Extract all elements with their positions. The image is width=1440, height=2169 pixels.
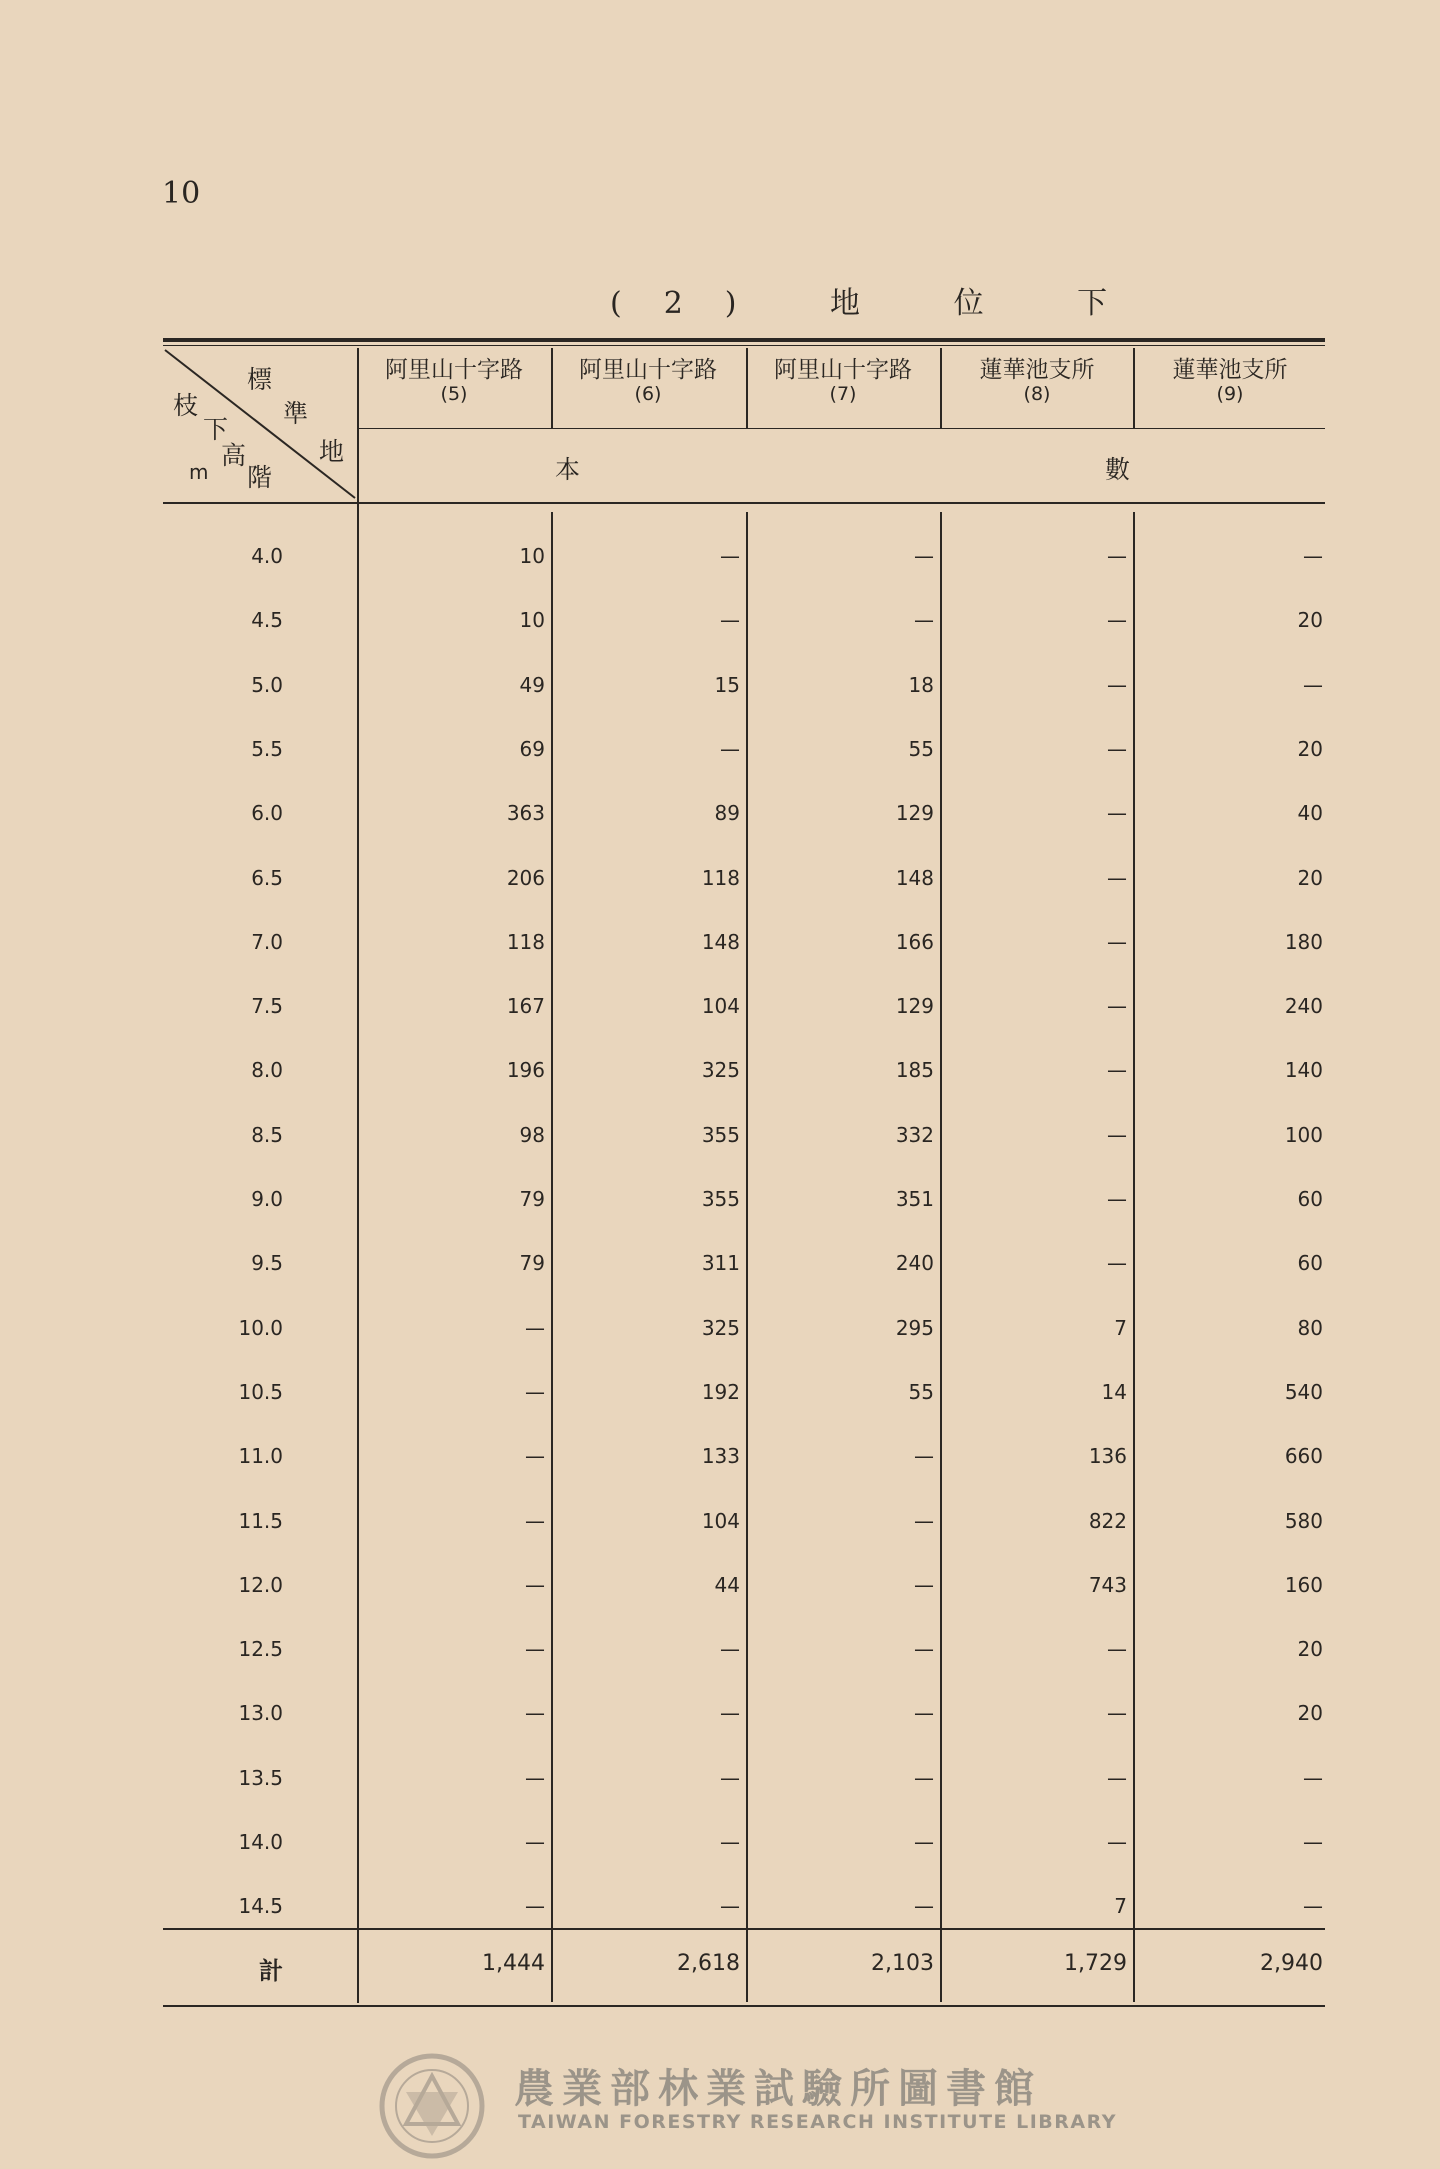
corner-label: 枝 <box>173 391 199 420</box>
count-cell: — <box>525 1701 545 1726</box>
unit-label-left: 本 <box>555 455 581 484</box>
count-cell: 240 <box>1284 994 1323 1019</box>
count-cell: 355 <box>701 1122 740 1147</box>
corner-label: 下 <box>203 415 229 444</box>
count-cell: — <box>1303 1765 1323 1790</box>
height-class-cell: 7.5 <box>251 994 283 1019</box>
count-cell: 129 <box>895 994 934 1019</box>
count-cell: 60 <box>1297 1187 1323 1211</box>
count-cell: — <box>1107 801 1127 826</box>
top-double-rule <box>163 338 1325 342</box>
height-class-cell: 9.0 <box>251 1187 283 1211</box>
count-cell: — <box>1303 1830 1323 1854</box>
table-row <box>163 1123 1325 1167</box>
library-name-chinese: 農業部林業試驗所圖書館 <box>514 2065 1042 2112</box>
count-cell: 118 <box>701 865 740 890</box>
corner-label: 地 <box>319 437 345 466</box>
count-cell: — <box>525 1572 545 1597</box>
count-cell: 98 <box>519 1122 545 1147</box>
count-cell: 240 <box>895 1251 934 1276</box>
column-number: (5) <box>440 383 468 405</box>
count-cell: 140 <box>1284 1058 1323 1083</box>
column-name: 阿里山十字路 <box>385 357 523 383</box>
height-class-cell: 10.0 <box>238 1315 283 1340</box>
total-cell: 2,103 <box>871 1951 934 1976</box>
count-cell: 7 <box>1114 1894 1127 1919</box>
table-row <box>163 737 1325 781</box>
count-cell: — <box>720 1894 740 1919</box>
height-class-cell: 5.5 <box>251 736 283 761</box>
count-cell: — <box>1107 865 1127 890</box>
table-row <box>163 1830 1325 1874</box>
count-cell: — <box>1107 608 1127 633</box>
table-row <box>163 544 1325 588</box>
count-cell: — <box>525 1444 545 1469</box>
count-cell: — <box>720 544 740 568</box>
height-class-cell: 14.0 <box>238 1830 283 1854</box>
count-cell: — <box>525 1315 545 1340</box>
count-cell: 822 <box>1088 1508 1127 1533</box>
table-row <box>163 1766 1325 1810</box>
count-cell: 185 <box>895 1058 934 1083</box>
count-cell: — <box>525 1379 545 1404</box>
count-cell: 104 <box>701 1508 740 1533</box>
table-row <box>163 1251 1325 1295</box>
total-cell: 2,618 <box>677 1951 740 1976</box>
count-cell: 196 <box>506 1058 545 1083</box>
total-cell: 2,940 <box>1260 1951 1323 1976</box>
count-cell: 80 <box>1297 1315 1323 1340</box>
count-cell: 10 <box>519 608 545 633</box>
count-cell: 79 <box>519 1251 545 1276</box>
library-name-english: TAIWAN FORESTRY RESEARCH INSTITUTE LIBRARY <box>518 2111 1117 2133</box>
count-cell: 104 <box>701 994 740 1019</box>
table-row <box>163 1316 1325 1360</box>
count-cell: 14 <box>1101 1379 1127 1404</box>
count-cell: — <box>1303 1894 1323 1919</box>
count-cell: 136 <box>1088 1444 1127 1469</box>
table-title: (2) 地 位 下 <box>610 286 1150 321</box>
column-name: 阿里山十字路 <box>774 357 912 383</box>
count-cell: 20 <box>1297 736 1323 761</box>
count-cell: — <box>914 1830 934 1854</box>
count-cell: 540 <box>1284 1379 1323 1404</box>
count-cell: — <box>1107 929 1127 954</box>
table-row <box>163 1701 1325 1745</box>
table-row <box>163 801 1325 845</box>
table-row <box>163 866 1325 910</box>
count-cell: — <box>1107 1701 1127 1726</box>
height-class-cell: 13.0 <box>238 1701 283 1726</box>
count-cell: — <box>525 1637 545 1662</box>
count-cell: 325 <box>701 1058 740 1083</box>
total-cell: 1,444 <box>482 1951 545 1976</box>
count-cell: 295 <box>895 1315 934 1340</box>
count-cell: 20 <box>1297 1637 1323 1662</box>
count-cell: 660 <box>1284 1444 1323 1469</box>
count-cell: — <box>720 608 740 633</box>
height-class-cell: 7.0 <box>251 929 283 954</box>
count-cell: — <box>1107 994 1127 1019</box>
count-cell: 355 <box>701 1187 740 1211</box>
column-number: (7) <box>829 383 857 405</box>
table-row <box>163 1637 1325 1681</box>
table-row <box>163 1058 1325 1102</box>
count-cell: 69 <box>519 736 545 761</box>
count-cell: — <box>1107 672 1127 697</box>
corner-label: m <box>189 460 209 484</box>
count-cell: 55 <box>908 736 934 761</box>
count-cell: — <box>1107 1765 1127 1790</box>
column-number: (6) <box>634 383 662 405</box>
total-label: 計 <box>259 1956 283 1985</box>
count-cell: — <box>914 1572 934 1597</box>
count-cell: — <box>720 736 740 761</box>
count-cell: — <box>914 1508 934 1533</box>
height-class-cell: 6.5 <box>251 865 283 890</box>
table-row <box>163 930 1325 974</box>
count-cell: 49 <box>519 672 545 697</box>
count-cell: 44 <box>714 1572 740 1597</box>
count-cell: — <box>914 544 934 568</box>
total-row <box>163 1951 1325 1995</box>
count-cell: 7 <box>1114 1315 1127 1340</box>
count-cell: 148 <box>895 865 934 890</box>
height-class-cell: 6.0 <box>251 801 283 826</box>
count-cell: — <box>914 1701 934 1726</box>
subheader-rule <box>358 428 1325 429</box>
height-class-cell: 10.5 <box>238 1379 283 1404</box>
count-cell: — <box>720 1637 740 1662</box>
count-cell: 166 <box>895 929 934 954</box>
count-cell: — <box>720 1830 740 1854</box>
count-cell: 180 <box>1284 929 1323 954</box>
count-cell: 192 <box>701 1379 740 1404</box>
count-cell: 167 <box>506 994 545 1019</box>
count-cell: 160 <box>1284 1572 1323 1597</box>
count-cell: — <box>1107 1637 1127 1662</box>
height-class-cell: 14.5 <box>238 1894 283 1919</box>
top-thin-rule <box>163 345 1325 346</box>
count-cell: 60 <box>1297 1251 1323 1276</box>
table-row <box>163 994 1325 1038</box>
table-row <box>163 1380 1325 1424</box>
count-cell: — <box>525 1765 545 1790</box>
count-cell: — <box>1303 544 1323 568</box>
column-header <box>359 358 549 406</box>
count-cell: 148 <box>701 929 740 954</box>
table-row <box>163 1573 1325 1617</box>
count-cell: — <box>1107 736 1127 761</box>
column-name: 蓮華池支所 <box>1172 357 1288 383</box>
page-number: 10 <box>162 176 201 211</box>
height-class-cell: 5.0 <box>251 672 283 697</box>
count-cell: 10 <box>519 544 545 568</box>
count-cell: 351 <box>895 1187 934 1211</box>
height-class-cell: 4.5 <box>251 608 283 633</box>
count-cell: — <box>914 1894 934 1919</box>
count-cell: 332 <box>895 1122 934 1147</box>
corner-label: 標 <box>247 365 273 394</box>
table-row <box>163 673 1325 717</box>
count-cell: 129 <box>895 801 934 826</box>
unit-label-right: 數 <box>1105 455 1131 484</box>
count-cell: — <box>720 1765 740 1790</box>
count-cell: 743 <box>1088 1572 1127 1597</box>
count-cell: 100 <box>1284 1122 1323 1147</box>
corner-label: 準 <box>283 399 309 428</box>
bottom-rule <box>163 2005 1325 2007</box>
table-row <box>163 1509 1325 1553</box>
count-cell: — <box>914 1765 934 1790</box>
count-cell: 325 <box>701 1315 740 1340</box>
count-cell: 79 <box>519 1187 545 1211</box>
total-cell: 1,729 <box>1064 1951 1127 1976</box>
count-cell: — <box>1303 672 1323 697</box>
corner-header <box>163 348 357 500</box>
count-cell: — <box>525 1508 545 1533</box>
count-cell: 40 <box>1297 801 1323 826</box>
height-class-cell: 11.0 <box>238 1444 283 1469</box>
column-name: 蓮華池支所 <box>979 357 1095 383</box>
count-cell: 363 <box>506 801 545 826</box>
height-class-cell: 8.5 <box>251 1122 283 1147</box>
count-cell: — <box>525 1830 545 1854</box>
count-cell: 89 <box>714 801 740 826</box>
table-row <box>163 1444 1325 1488</box>
height-class-cell: 13.5 <box>238 1765 283 1790</box>
height-class-cell: 8.0 <box>251 1058 283 1083</box>
count-cell: 20 <box>1297 1701 1323 1726</box>
corner-label: 高 <box>221 441 247 470</box>
count-cell: — <box>720 1701 740 1726</box>
count-cell: — <box>1107 1058 1127 1083</box>
column-header <box>748 358 938 406</box>
library-seal-icon <box>378 2052 486 2160</box>
height-class-cell: 9.5 <box>251 1251 283 1276</box>
count-cell: 118 <box>506 929 545 954</box>
column-header <box>942 358 1132 406</box>
column-name: 阿里山十字路 <box>579 357 717 383</box>
count-cell: 20 <box>1297 608 1323 633</box>
count-cell: — <box>1107 1187 1127 1211</box>
count-cell: 55 <box>908 1379 934 1404</box>
count-cell: — <box>1107 544 1127 568</box>
count-cell: 20 <box>1297 865 1323 890</box>
column-header <box>553 358 743 406</box>
table-row <box>163 1894 1325 1938</box>
count-cell: — <box>914 1444 934 1469</box>
table-row <box>163 608 1325 652</box>
col-divider-1 <box>357 348 359 2003</box>
height-class-cell: 4.0 <box>251 544 283 568</box>
count-cell: 206 <box>506 865 545 890</box>
count-cell: — <box>914 1637 934 1662</box>
corner-label: 階 <box>247 463 273 492</box>
count-cell: — <box>1107 1830 1127 1854</box>
column-header <box>1135 358 1325 406</box>
count-cell: — <box>1107 1251 1127 1276</box>
column-number: (8) <box>1023 383 1051 405</box>
height-class-cell: 12.0 <box>238 1572 283 1597</box>
count-cell: — <box>525 1894 545 1919</box>
count-cell: — <box>1107 1122 1127 1147</box>
header-bottom-rule <box>163 502 1325 504</box>
height-class-cell: 11.5 <box>238 1508 283 1533</box>
count-cell: 133 <box>701 1444 740 1469</box>
count-cell: 580 <box>1284 1508 1323 1533</box>
count-cell: — <box>914 608 934 633</box>
count-cell: 311 <box>701 1251 740 1276</box>
count-cell: 15 <box>714 672 740 697</box>
table-row <box>163 1187 1325 1231</box>
column-number: (9) <box>1216 383 1244 405</box>
count-cell: 18 <box>908 672 934 697</box>
height-class-cell: 12.5 <box>238 1637 283 1662</box>
